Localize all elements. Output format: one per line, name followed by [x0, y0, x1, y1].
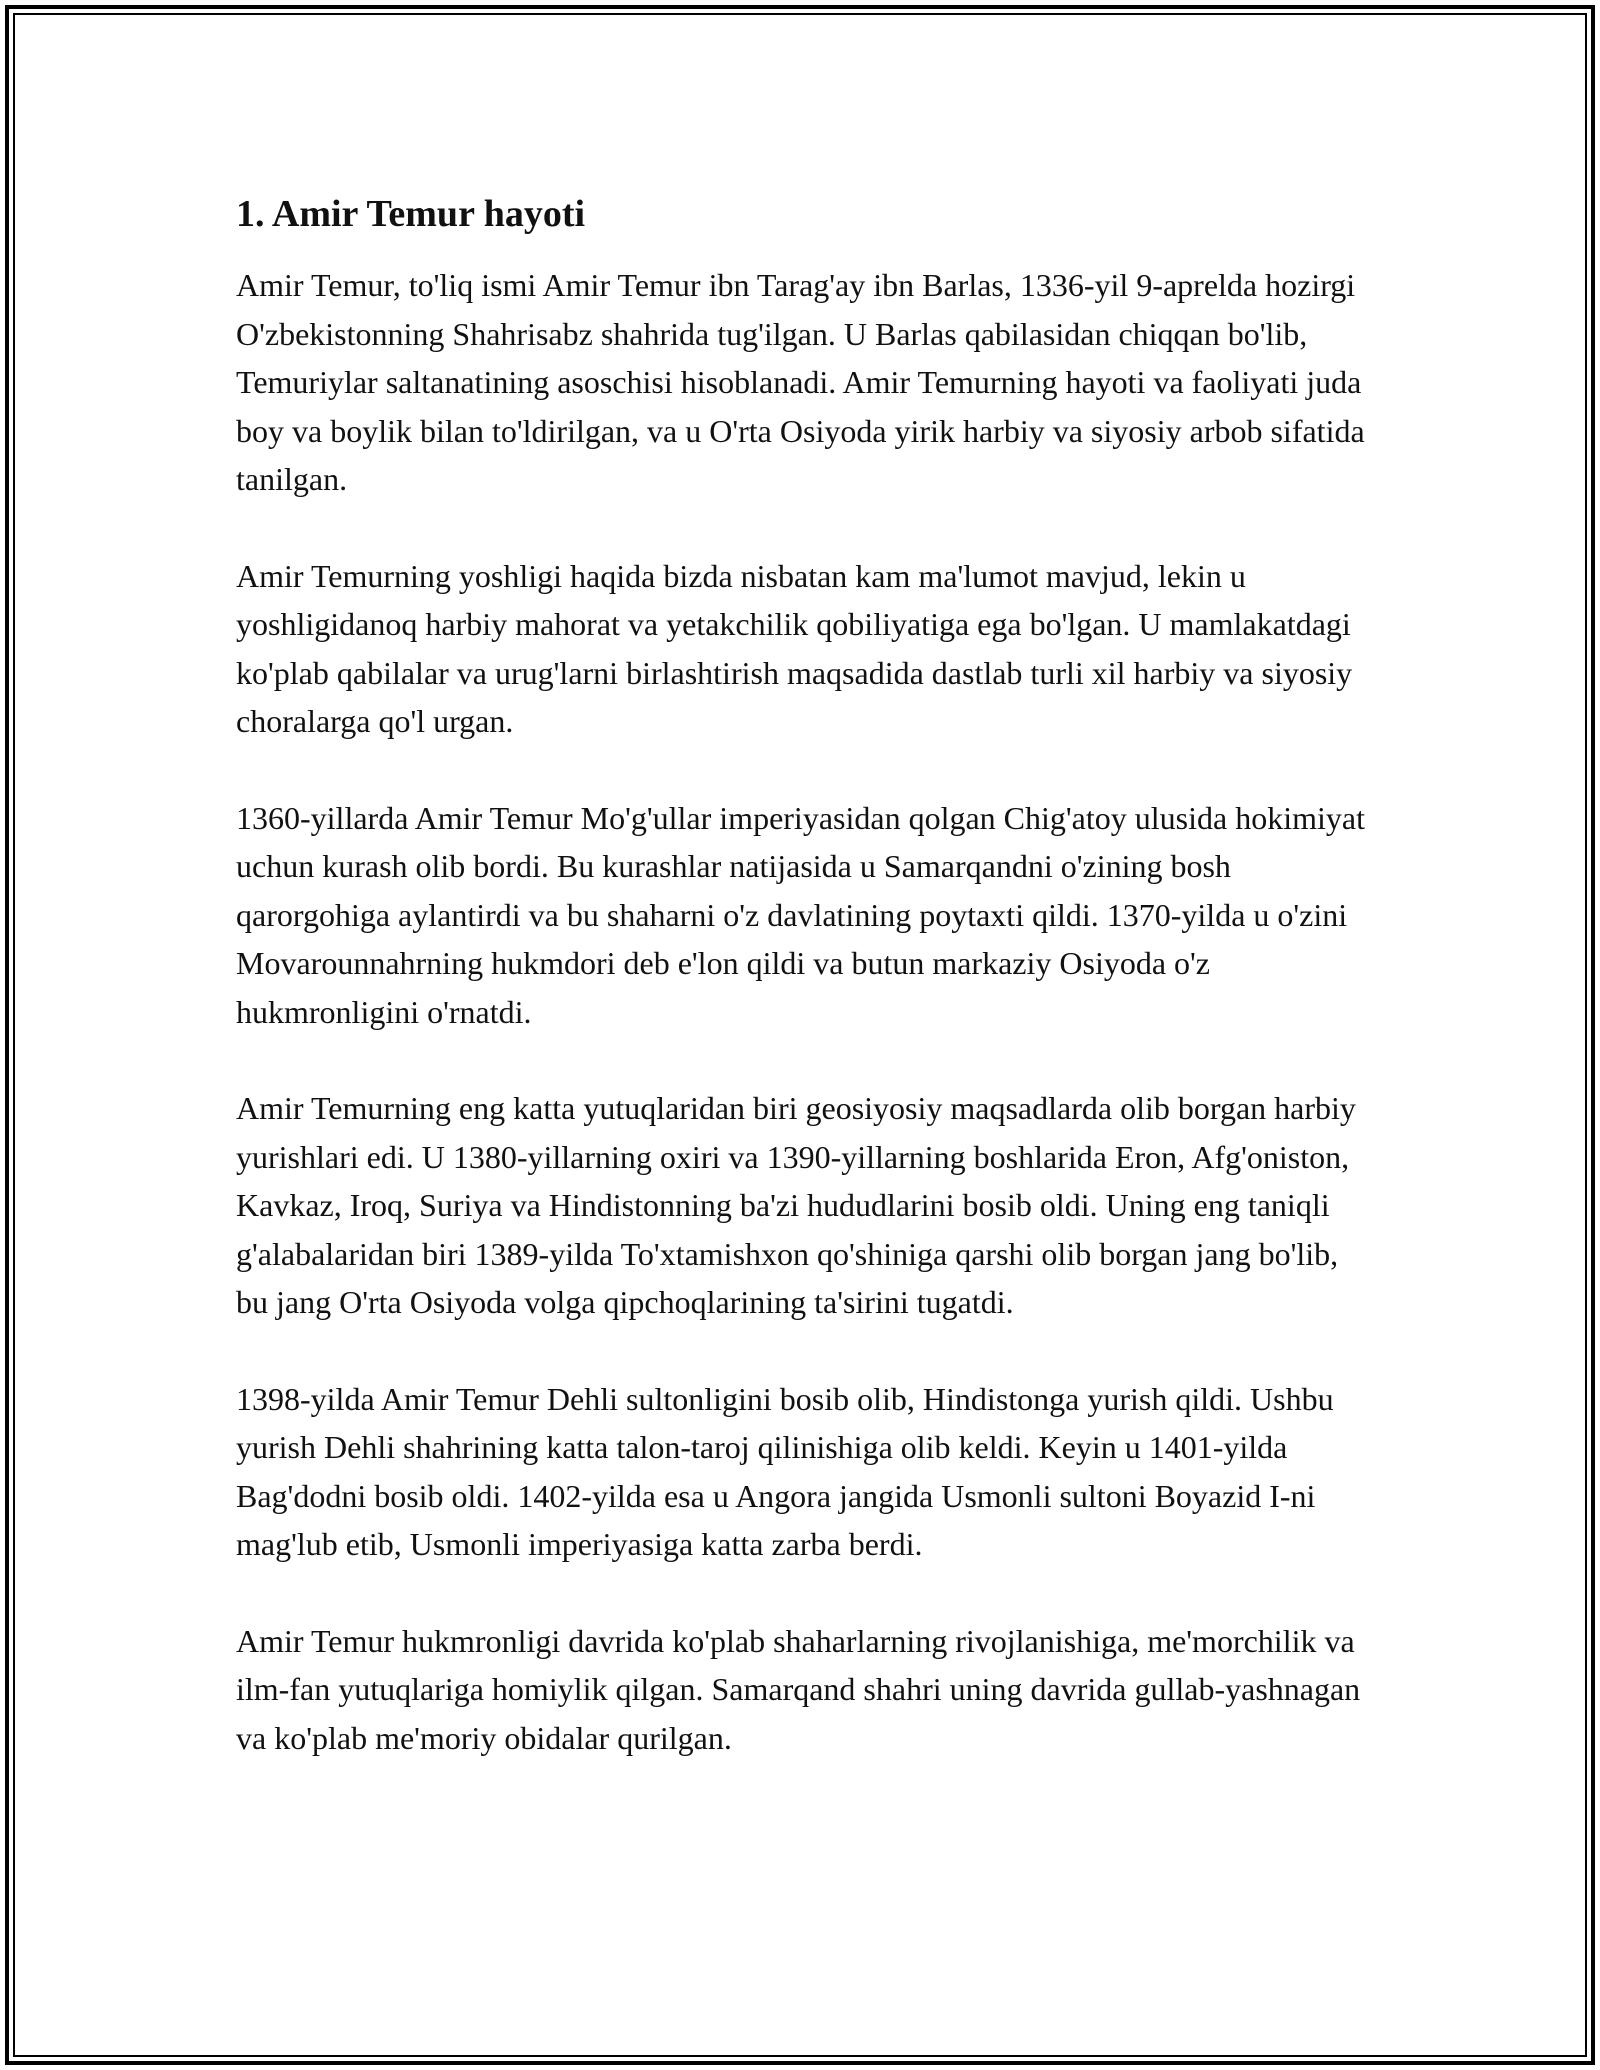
paragraph-youth: Amir Temurning yoshligi haqida bizda nisbatan kam ma'lumot mavjud, lekin u yoshligidanoq harbiy mahorat va yetakchilik qobiliyatiga ega bo'lgan. U mamlakatdagi ko'plab qabilalar va urug'larni birlashtirish maqsadida dastlab turli xil harbiy va siyosiy choralarga qo'l urgan.	[236, 557, 1353, 739]
paragraph-india-ottoman: 1398-yilda Amir Temur Dehli sultonligini bosib olib, Hindistonga yurish qildi. Ushbu yurish Dehli shahrining katta talon-taroj qilinishiga olib keldi. Keyin u 1401-yilda Bag'dodni bosib oldi. 1402-yilda esa u Angora jangida Usmonli sultoni Boyazid I-ni mag'lub etib, Usmonli imperiyasiga katta zarba berdi.	[236, 1380, 1334, 1562]
document-body	[236, 188, 1376, 1810]
section-heading: 1. Amir Temur hayoti	[236, 193, 586, 235]
paragraph-campaigns: Amir Temurning eng katta yutuqlaridan biri geosiyosiy maqsadlarda olib borgan harbiy yurishlari edi. U 1380-yillarning oxiri va 1390-yillarning boshlarida Eron, Afg'oniston, Kavkaz, Iroq, Suriya va Hindistonning ba'zi hududlarini bosib oldi. Uning eng taniqli g'alabalaridan biri 1389-yilda To'xtamishxon qo'shiniga qarshi olib borgan jang bo'lib, bu jang O'rta Osiyoda volga qipchoqlarining ta'sirini tugatdi.	[236, 1090, 1356, 1320]
paragraph-birth: Amir Temur, to'liq ismi Amir Temur ibn Tarag'ay ibn Barlas, 1336-yil 9-aprelda hozirgi O'zbekistonning Shahrisabz shahrida tug'ilgan. U Barlas qabilasidan chiqqan bo'lib, Temuriylar saltanatining asoschisi hisoblanadi. Amir Temurning hayoti va faoliyati juda boy va boylik bilan to'ldirilgan, va u O'rta Osiyoda yirik harbiy va siyosiy arbob sifatida tanilgan.	[236, 267, 1365, 497]
paragraph-patronage: Amir Temur hukmronligi davrida ko'plab shaharlarning rivojlanishiga, me'morchilik va ilm-fan yutuqlariga homiylik qilgan. Samarqand shahri uning davrida gullab-yashnagan va ko'plab me'moriy obidalar qurilgan.	[236, 1622, 1361, 1756]
paragraph-rise-to-power: 1360-yillarda Amir Temur Mo'g'ullar imperiyasidan qolgan Chig'atoy ulusida hokimiyat uchun kurash olib bordi. Bu kurashlar natijasida u Samarqandni o'zining bosh qarorgohiga aylantirdi va bu shaharni o'z davlatining poytaxti qildi. 1370-yilda u o'zini Movarounnahrning hukmdori deb e'lon qildi va butun markaziy Osiyoda o'z hukmronligini o'rnatdi.	[236, 799, 1365, 1030]
